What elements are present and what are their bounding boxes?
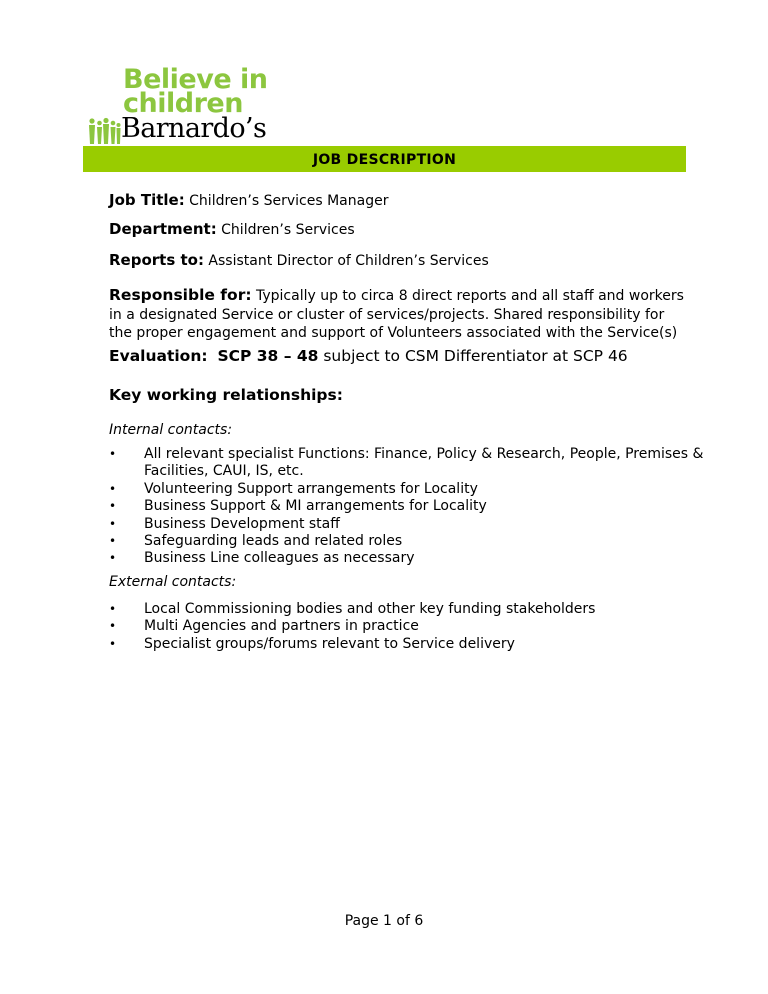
list-item: • Business Development staff xyxy=(109,516,724,533)
logo-tagline-line2: children xyxy=(123,88,243,119)
job-description-banner xyxy=(83,146,686,172)
job-title-label: Job Title: xyxy=(109,191,185,209)
logo-brand-name: Barnardo’s xyxy=(121,113,267,144)
evaluation-field xyxy=(109,347,628,365)
list-item: • All relevant specialist Functions: Finance, Policy & Research, People, Premises & Facilities, CAUI, IS, etc. xyxy=(109,446,724,481)
barnardos-logo xyxy=(88,66,288,146)
external-contacts-list xyxy=(109,601,724,653)
reports-to-value: Assistant Director of Children’s Services xyxy=(208,253,489,269)
internal-contacts-heading: Internal contacts: xyxy=(109,422,233,438)
job-title-field xyxy=(109,191,388,210)
department-label: Department: xyxy=(109,220,217,238)
people-figures-icon xyxy=(88,117,121,145)
list-item: • Specialist groups/forums relevant to Service delivery xyxy=(109,636,724,653)
list-item: • Business Support & MI arrangements for Locality xyxy=(109,498,724,515)
evaluation-rest: subject to CSM Differentiator at SCP 46 xyxy=(323,347,628,365)
responsible-for-line3: the proper engagement and support of Volunteers associated with the Service(s) xyxy=(109,325,678,341)
responsible-for-line2: in a designated Service or cluster of services/projects. Shared responsibility for xyxy=(109,306,665,323)
page-number: Page 1 of 6 xyxy=(344,913,424,929)
department-field xyxy=(109,220,355,239)
responsible-for-field xyxy=(109,286,709,343)
job-title-value: Children’s Services Manager xyxy=(189,193,389,209)
list-item: • Safeguarding leads and related roles xyxy=(109,533,724,550)
evaluation-label: Evaluation: xyxy=(109,347,208,365)
banner-title: JOB DESCRIPTION xyxy=(312,152,457,168)
reports-to-label: Reports to: xyxy=(109,251,204,269)
logo-tagline-line1: Believe in xyxy=(123,64,268,95)
responsible-for-line1: Typically up to circa 8 direct reports and all staff and workers xyxy=(256,288,684,304)
internal-contacts-list xyxy=(109,446,724,568)
list-item: • Local Commissioning bodies and other key funding stakeholders xyxy=(109,601,724,618)
list-item: • Multi Agencies and partners in practice xyxy=(109,618,724,635)
responsible-for-label: Responsible for: xyxy=(109,286,252,304)
evaluation-range: SCP 38 – 48 xyxy=(217,347,319,365)
key-relationships-heading: Key working relationships: xyxy=(109,386,343,404)
external-contacts-heading: External contacts: xyxy=(109,574,237,590)
department-value: Children’s Services xyxy=(221,222,355,238)
list-item: • Volunteering Support arrangements for Locality xyxy=(109,481,724,498)
list-item: • Business Line colleagues as necessary xyxy=(109,550,724,567)
reports-to-field xyxy=(109,251,489,270)
